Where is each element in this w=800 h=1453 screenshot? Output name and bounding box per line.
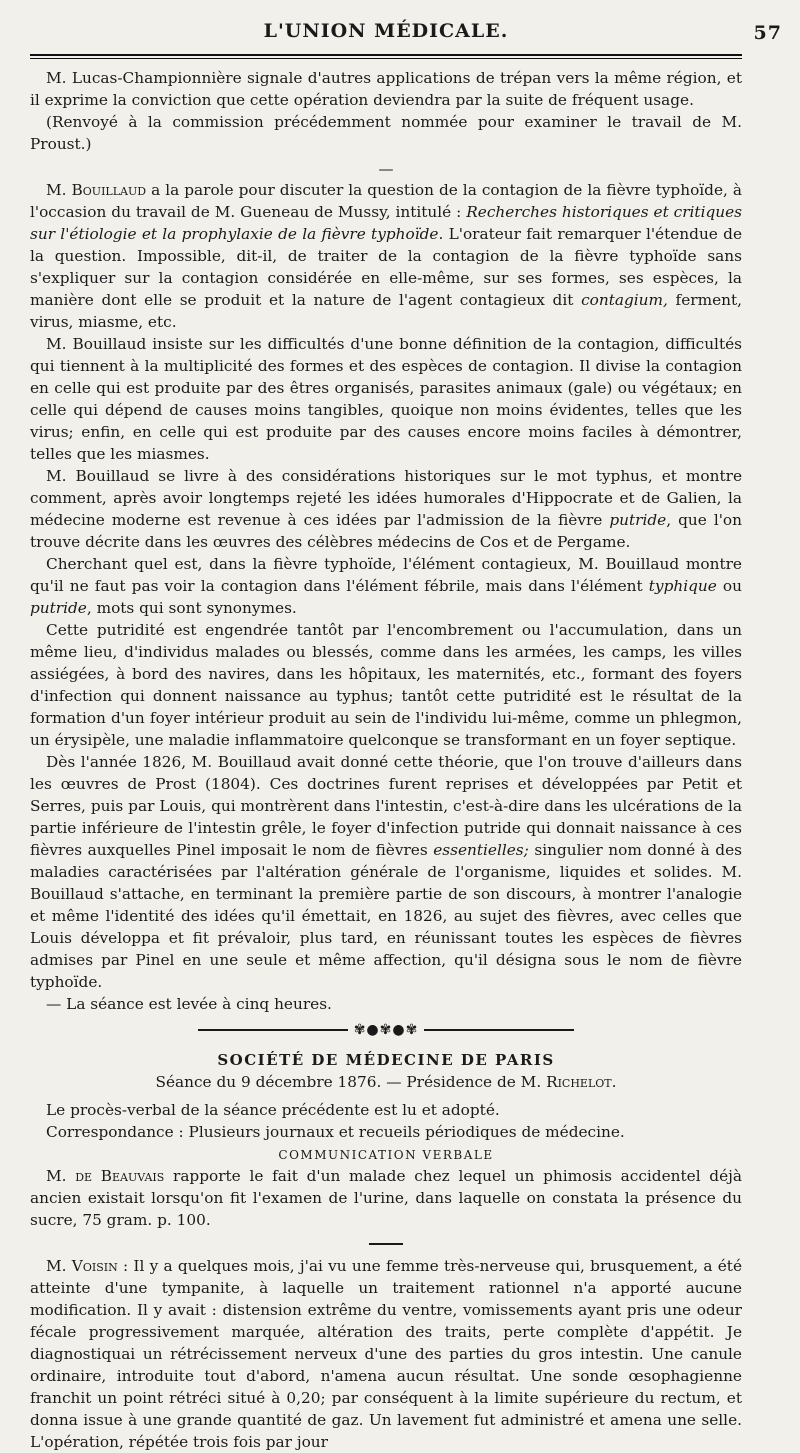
text-run: a la parole pour discuter la question de la contagion de la fièvre typhoïde, à l'occasion du travail de M. Gueneau de Mussy, intitulé : bbox=[30, 181, 743, 221]
page-number: 57 bbox=[753, 22, 782, 44]
correspondence-paragraph: Correspondance : Plusieurs journaux et recueils périodiques de médecine. bbox=[46, 1123, 625, 1141]
bouillaud-paragraph-2: M. Bouillaud insiste sur les difficultés d'une bonne définition de la contagion, difficultés qui tiennent à la multiplicité des formes et des espèces de contagion. Il divise la contagion en celle qui est produite par des êtres organisés, parasites animaux (gale) ou végétaux; en celle qui dépend de causes moins tangibles, quoique non moins évidentes, telles que les virus; enfin, en celle qui est produite par des causes encore moins faciles à démontrer, telles que les miasmes. bbox=[30, 335, 742, 463]
ornament-line bbox=[424, 1029, 574, 1031]
bouillaud-paragraph-4 bbox=[30, 553, 742, 619]
header-rule bbox=[30, 54, 742, 59]
italic-term: putride bbox=[609, 511, 667, 529]
italic-term: typhique bbox=[648, 577, 717, 595]
short-rule bbox=[369, 1243, 403, 1245]
text-run: Cherchant quel est, dans la fièvre typhoïde, l'élément contagieux, M. Bouillaud montre qu'il ne faut pas voir la contagion dans l'élément fébrile, mais dans l'élément bbox=[30, 555, 742, 595]
text-run: L'orateur fait remarquer l'étendue de la question. Impossible, dit-il, de traiter de la contagion de la fièvre typhoïde sans s'expliquer sur la contagion considérée en elle-même, sur ses formes, ses espèces, la manière dont elle se produit et la nature de l'agent contagieux dit bbox=[30, 225, 742, 309]
italic-term: putride bbox=[30, 599, 87, 617]
text-run: rapporte le fait d'un malade chez lequel un phimosis accidentel déjà ancien existait lorsqu'on fit l'examen de l'urine, dans laquelle on constata la présence du sucre, 75 gram. p. 100. bbox=[30, 1167, 742, 1229]
text-run: , que l'on trouve décrite dans les œuvres des célèbres médecins de Cos et de Pergame. bbox=[30, 511, 742, 551]
ornament-line bbox=[198, 1029, 348, 1031]
journal-title: L'UNION MÉDICALE. bbox=[263, 20, 509, 42]
society-title: SOCIÉTÉ DE MÉDECINE DE PARIS bbox=[217, 1051, 555, 1069]
text-run: Dès l'année 1826, M. Bouillaud avait donné cette théorie, que l'on trouve d'ailleurs dans les œuvres de Prost (1804). Ces doctrines furent reprises et développées par Petit et Serres, puis par Louis, qui montrèrent dans l'intestin, c'est-à-dire dans les ulcérations de la partie inférieure de l'intestin grêle, le foyer d'infection putride qui donnait naissance à ces fièvres auxquelles Pinel imposait le nom de fièvres bbox=[30, 753, 742, 859]
section-separator: — bbox=[378, 160, 394, 178]
speaker-name: M. Voisin bbox=[46, 1257, 118, 1275]
minutes-paragraph: Le procès-verbal de la séance précédente est lu et adopté. bbox=[46, 1101, 500, 1119]
ornament-divider bbox=[30, 1019, 742, 1041]
session-line bbox=[30, 1071, 742, 1093]
beauvais-paragraph bbox=[30, 1165, 742, 1231]
voisin-paragraph bbox=[30, 1255, 742, 1453]
ornament-icon: ✾●✾●✾ bbox=[353, 1022, 419, 1038]
president-name: Richelot. bbox=[546, 1073, 617, 1091]
bouillaud-paragraph-6 bbox=[30, 751, 742, 993]
referral-note: (Renvoyé à la commission précédemment nommée pour examiner le travail de M. Proust.) bbox=[30, 113, 742, 153]
intro-paragraph: M. Lucas-Championnière signale d'autres applications de trépan vers la même région, et il exprime la conviction que cette opération deviendra par la suite de fréquent usage. bbox=[30, 69, 742, 109]
work-title: Recherches historiques et critiques sur l'étiologie et la prophylaxie de la fièvre typhoïde. bbox=[30, 203, 743, 243]
speaker-name: M. de Beauvais bbox=[46, 1167, 165, 1185]
italic-term: essentielles; bbox=[433, 841, 529, 859]
speaker-name: M. Bouillaud bbox=[46, 181, 147, 199]
text-run: M. Bouillaud se livre à des considérations historiques sur le mot typhus, et montre comment, après avoir longtemps rejeté les idées humorales d'Hippocrate et de Galien, la médecine moderne est revenue à ces idées par l'admission de la fièvre bbox=[30, 467, 742, 529]
text-run: singulier nom donné à des maladies caractérisées par l'altération générale de l'organisme, liquides et solides. M. Bouillaud s'attache, en terminant la première partie de son discours, à montrer l'analogie et même l'identité des idées qu'il émettait, en 1826, au sujet des fièvres, avec celles que Louis développa et fit prévaloir, plus tard, en réunissant toutes les espèces de fièvres admises par Pinel en une seule et même affection, qu'il désigna sous le nom de fièvre typhoïde. bbox=[30, 841, 742, 991]
italic-term: contagium, bbox=[581, 291, 668, 309]
session-closed: — La séance est levée à cinq heures. bbox=[46, 995, 332, 1013]
text-run: Séance du 9 décembre 1876. — Présidence de M. bbox=[155, 1073, 547, 1091]
text-run: , mots qui sont synonymes. bbox=[86, 599, 297, 617]
text-run: : Il y a quelques mois, j'ai vu une femme très-nerveuse qui, brusquement, a été atteinte d'une tympanite, à laquelle un traitement rationnel n'a apporté aucune modification. Il y avait : distension extrême du ventre, vomissements ayant pris une odeur fécale progressivement marquée, altération des traits, perte complète d'appétit. Je diagnostiquai un rétrécissement nerveux d'une des parties du gros intestin. Une canule ordinaire, introduite tout d'abord, n'amena aucun résultat. Une sonde œsophagienne franchit un point rétréci situé à 0,20; par conséquent à la limite supérieure du rectum, et donna issue à une grande quantité de gaz. Un lavement fut administré et amena une selle. L'opération, répétée trois fois par jour bbox=[30, 1257, 742, 1451]
text-run: ferment, virus, miasme, etc. bbox=[30, 291, 742, 331]
text-run: ou bbox=[716, 577, 742, 595]
bouillaud-paragraph-3 bbox=[30, 465, 742, 553]
running-head bbox=[30, 14, 782, 50]
bouillaud-paragraph-5: Cette putridité est engendrée tantôt par l'encombrement ou l'accumulation, dans un même lieu, d'individus malades ou blessés, comme dans les armées, les camps, les villes assiégées, à bord des navires, dans les hôpitaux, les maternités, etc., formant des foyers d'infection qui donnent naissance au typhus; tantôt cette putridité est le résultat de la formation d'un foyer intérieur produit au sein de l'individu lui-même, comme un phlegmon, un érysipèle, une maladie inflammatoire quelconque se transformant en un foyer septique. bbox=[30, 621, 742, 749]
communication-heading: COMMUNICATION VERBALE bbox=[278, 1148, 494, 1162]
bouillaud-paragraph-1 bbox=[30, 179, 742, 333]
